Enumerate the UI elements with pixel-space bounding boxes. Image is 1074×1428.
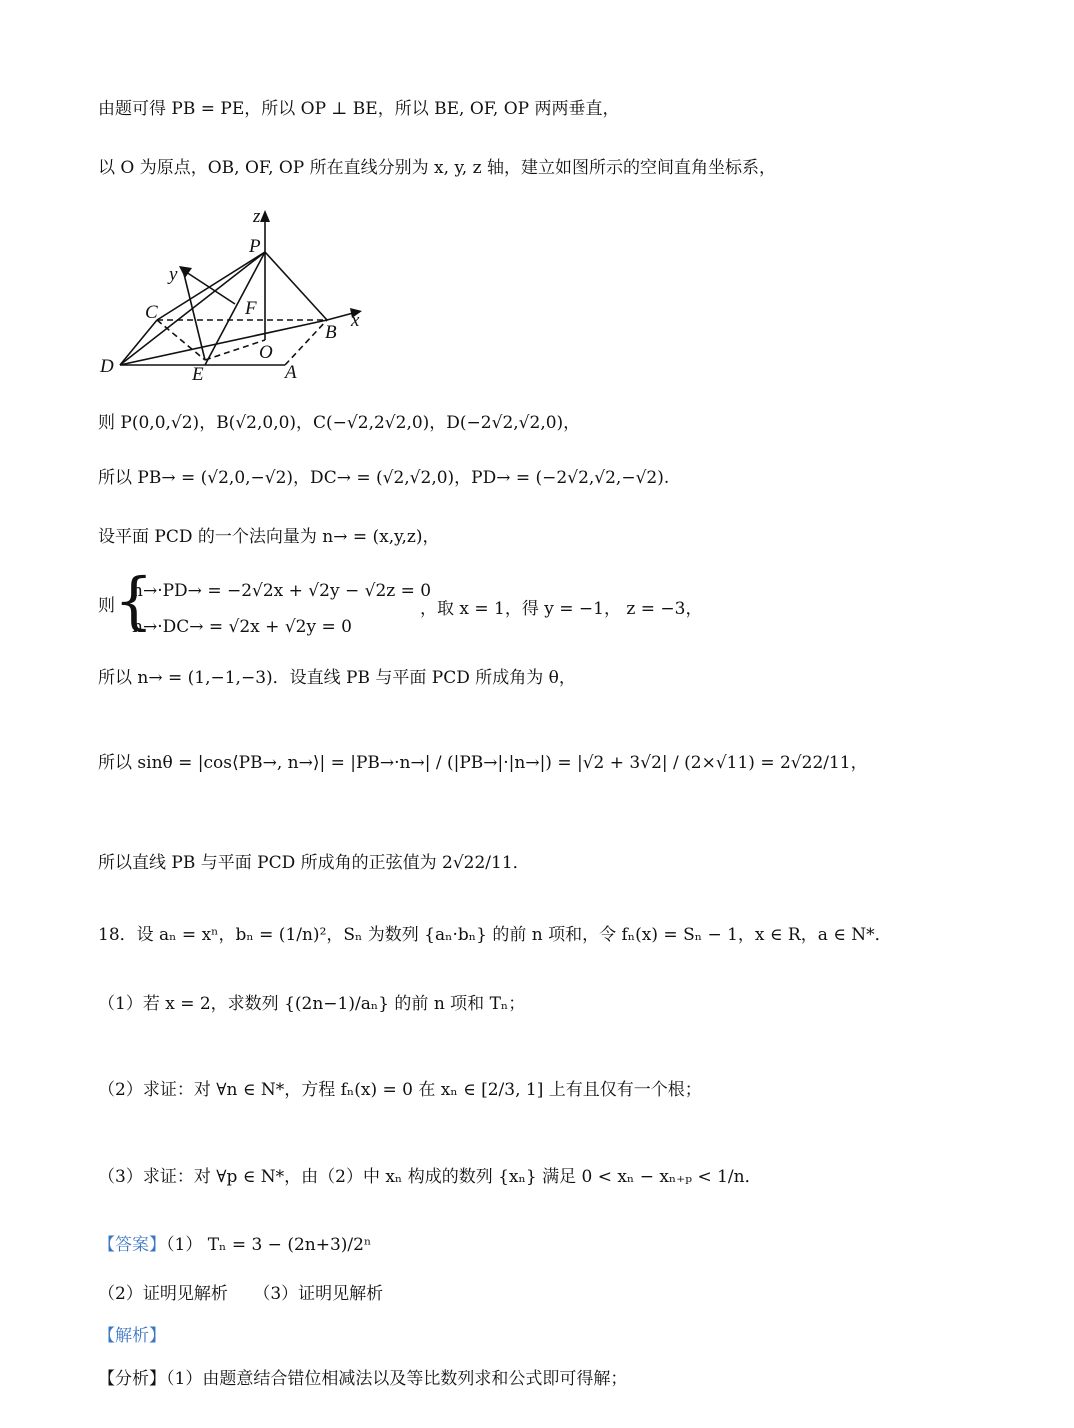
text-line-3: 则 P(0,0,√2)，B(√2,0,0)，C(−√2,2√2,0)，D(−2√2,√2,0)，: [98, 413, 581, 433]
system-eq-1: n→·PD→ = −2√2x + √2y − √2z = 0: [132, 581, 432, 601]
question-18-part3: （3）求证：对 ∀p ∈ N*，由（2）中 xₙ 构成的数列 {xₙ} 满足 0 < xₙ − xₙ₊ₚ < 1/n．: [98, 1167, 762, 1187]
text-line-7: 所以 n→ = (1,−1,−3)．设直线 PB 与平面 PCD 所成角为 θ，: [98, 668, 576, 688]
z-arrow-icon: [260, 210, 270, 222]
fenxi-line: [98, 1366, 627, 1392]
question-18: 18．设 aₙ = xⁿ，bₙ = (1/n)²，Sₙ 为数列 {aₙ·bₙ} 的前 n 项和，令 fₙ(x) = Sₙ − 1，x ∈ R，a ∈ N*．: [98, 925, 892, 945]
label-E: E: [192, 364, 204, 385]
text-line-2: 以 O 为原点，OB, OF, OP 所在直线分别为 x, y, z 轴，建立如图所示的空间直角坐标系，: [98, 158, 776, 178]
text-line-5: 设平面 PCD 的一个法向量为 n→ = (x,y,z)，: [98, 527, 440, 547]
label-B: B: [325, 322, 337, 343]
answer-part1: （1） Tₙ = 3 − (2n+3)/2ⁿ: [166, 1235, 372, 1255]
text-line-8: 所以 sinθ = |cos⟨PB→, n→⟩| = |PB→·n→| / (|PB→|·|n→|) = |√2 + 3√2| / (2×√11) = 2√22/11，: [98, 753, 868, 773]
text-line-4: 所以 PB→ = (√2,0,−√2)，DC→ = (√2,√2,0)，PD→ = (−2√2,√2,−√2).: [98, 468, 670, 488]
label-C: C: [145, 302, 158, 323]
analysis-tag: 【解析】: [98, 1326, 166, 1346]
fenxi-tag: 【分析】: [98, 1369, 166, 1389]
system-prefix: 则: [98, 596, 115, 616]
answer-tag: 【答案】: [98, 1235, 166, 1255]
pyramid-figure: [95, 200, 385, 385]
label-A: A: [285, 362, 297, 383]
fenxi-text: （1）由题意结合错位相减法以及等比数列求和公式即可得解；: [166, 1369, 628, 1389]
system-brace: {: [114, 564, 154, 637]
label-D: D: [100, 356, 114, 377]
question-18-part1: （1）若 x = 2，求数列 {(2n−1)/aₙ} 的前 n 项和 Tₙ；: [98, 994, 526, 1014]
label-O: O: [259, 342, 273, 363]
text-line-9: 所以直线 PB 与平面 PCD 所成角的正弦值为 2√22/11．: [98, 853, 530, 873]
label-x: x: [351, 310, 360, 331]
question-18-part2: （2）求证：对 ∀n ∈ N*，方程 fₙ(x) = 0 在 xₙ ∈ [2/3, 1] 上有且仅有一个根；: [98, 1080, 702, 1100]
label-y: y: [169, 264, 178, 285]
answer-parts-2-3: （2）证明见解析 （3）证明见解析: [98, 1284, 384, 1304]
text-line-1: 由题可得 PB = PE，所以 OP ⊥ BE，所以 BE, OF, OP 两两垂直，: [98, 99, 620, 119]
label-z: z: [253, 206, 261, 227]
system-solution: ，取 x = 1，得 y = −1， z = −3，: [420, 599, 703, 619]
label-F: F: [245, 298, 257, 319]
y-arrow-icon: [179, 266, 192, 278]
label-P: P: [249, 236, 261, 257]
system-eq-2: n→·DC→ = √2x + √2y = 0: [132, 617, 352, 637]
answer-line: [98, 1232, 371, 1258]
